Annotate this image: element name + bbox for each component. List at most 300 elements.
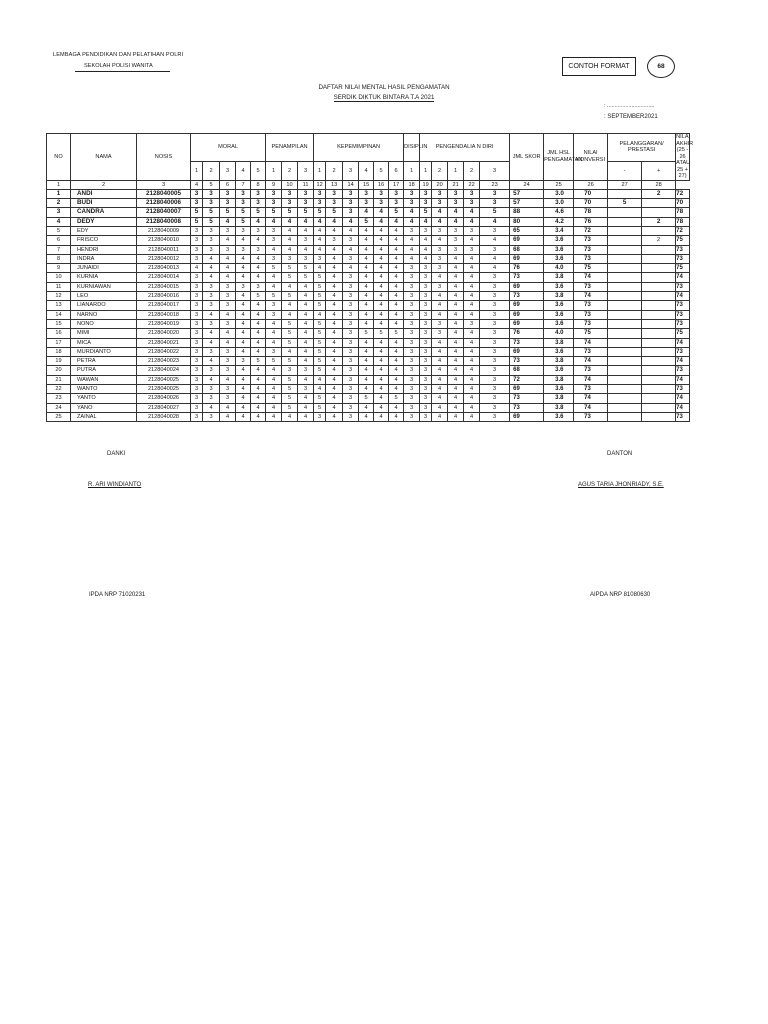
row-number: 15 — [47, 319, 71, 328]
score-cell: 4 — [220, 329, 236, 338]
score-cell: 4 — [420, 236, 432, 245]
score-cell: 3 — [374, 189, 389, 198]
header-moral: MORAL — [191, 134, 266, 162]
violation-score — [608, 264, 642, 273]
violation-score — [608, 375, 642, 384]
score-cell: 4 — [326, 338, 343, 347]
observation-result: 3.8 — [544, 338, 574, 347]
score-cell: 4 — [359, 282, 374, 291]
score-cell: 4 — [432, 217, 448, 226]
observation-result: 3.8 — [544, 394, 574, 403]
score-cell: 3 — [191, 273, 203, 282]
score-cell: 3 — [191, 199, 203, 208]
score-cell: 4 — [203, 254, 220, 263]
column-index: 3 — [137, 180, 191, 189]
violation-score — [608, 236, 642, 245]
score-cell: 3 — [420, 319, 432, 328]
total-score: 69 — [510, 310, 544, 319]
student-nosis: 2128040027 — [137, 403, 191, 412]
student-name: ANDI — [71, 189, 137, 198]
student-name: MIMI — [71, 329, 137, 338]
header-pelanggaran: PELANGGARAN/ PRESTASI — [608, 134, 676, 162]
table-row — [47, 189, 690, 198]
score-cell: 3 — [251, 245, 266, 254]
header-kepemimpinan: KEPEMIMPINAN — [314, 134, 404, 162]
left-signer-nrp: IPDA NRP 71020231 — [89, 592, 146, 598]
converted-score: 73 — [574, 245, 608, 254]
observation-result: 3.6 — [544, 282, 574, 291]
row-number: 9 — [47, 264, 71, 273]
student-name: EDY — [71, 226, 137, 235]
score-cell: 4 — [298, 282, 314, 291]
score-cell: 4 — [448, 310, 464, 319]
score-cell: 4 — [389, 357, 404, 366]
total-score: 88 — [510, 208, 544, 217]
score-cell: 4 — [203, 273, 220, 282]
score-cell: 3 — [343, 236, 359, 245]
achievement-score: 2 — [642, 217, 676, 226]
document-subtitle-text: SERDIK DIKTUK BINTARA T.A 2021 — [333, 94, 435, 101]
score-cell: 4 — [236, 301, 251, 310]
achievement-score — [642, 310, 676, 319]
achievement-score — [642, 226, 676, 235]
score-cell: 4 — [464, 254, 480, 263]
sub-column-number: 1 — [420, 161, 432, 180]
score-cell: 4 — [314, 385, 326, 394]
score-cell: 4 — [448, 375, 464, 384]
column-index: 24 — [510, 180, 544, 189]
score-cell: 4 — [464, 329, 480, 338]
sub-column-number: 4 — [359, 161, 374, 180]
document-subtitle — [0, 94, 768, 101]
score-cell: 4 — [404, 245, 420, 254]
score-cell: 4 — [359, 236, 374, 245]
score-cell: 4 — [464, 301, 480, 310]
student-nosis: 2128040010 — [137, 236, 191, 245]
sub-column-number: 3 — [298, 161, 314, 180]
score-cell: 4 — [432, 310, 448, 319]
score-cell: 3 — [480, 189, 510, 198]
total-score: 69 — [510, 385, 544, 394]
final-score: 78 — [676, 208, 690, 217]
score-cell: 3 — [266, 310, 282, 319]
observation-result: 3.6 — [544, 412, 574, 421]
score-cell: 3 — [298, 366, 314, 375]
score-cell: 5 — [480, 208, 510, 217]
score-cell: 4 — [389, 254, 404, 263]
score-cell: 3 — [480, 375, 510, 384]
score-cell: 4 — [203, 264, 220, 273]
score-cell: 5 — [389, 208, 404, 217]
score-cell: 3 — [191, 329, 203, 338]
student-nosis: 2128040020 — [137, 329, 191, 338]
violation-score: 5 — [608, 199, 642, 208]
sub-column-number: 5 — [251, 161, 266, 180]
observation-result: 3.6 — [544, 254, 574, 263]
score-cell: 4 — [420, 254, 432, 263]
score-cell: 4 — [359, 319, 374, 328]
score-cell: 3 — [191, 301, 203, 310]
score-cell: 3 — [404, 347, 420, 356]
score-cell: 4 — [236, 338, 251, 347]
score-cell: 5 — [298, 273, 314, 282]
final-score: 74 — [676, 357, 690, 366]
violation-score — [608, 217, 642, 226]
right-signer-name: AGUS TARIA JHONRIADY, S.E. — [578, 482, 664, 488]
score-cell: 3 — [480, 412, 510, 421]
score-cell: 5 — [266, 357, 282, 366]
score-cell: 4 — [432, 208, 448, 217]
score-cell: 3 — [203, 245, 220, 254]
score-cell: 5 — [314, 282, 326, 291]
final-score: 73 — [676, 366, 690, 375]
score-cell: 4 — [404, 254, 420, 263]
student-name: CANDRA — [71, 208, 137, 217]
score-cell: 3 — [191, 254, 203, 263]
score-cell: 3 — [420, 189, 432, 198]
column-index: 14 — [343, 180, 359, 189]
score-cell: 3 — [448, 236, 464, 245]
score-cell: 4 — [448, 301, 464, 310]
table-row — [47, 375, 690, 384]
score-cell: 4 — [326, 217, 343, 226]
achievement-score — [642, 301, 676, 310]
column-index: 15 — [359, 180, 374, 189]
total-score: 73 — [510, 292, 544, 301]
score-cell: 4 — [266, 338, 282, 347]
score-cell: 3 — [432, 282, 448, 291]
score-cell: 4 — [374, 338, 389, 347]
score-cell: 3 — [266, 189, 282, 198]
score-cell: 4 — [464, 310, 480, 319]
total-score: 72 — [510, 375, 544, 384]
score-cell: 3 — [191, 347, 203, 356]
row-number: 19 — [47, 357, 71, 366]
table-row — [47, 394, 690, 403]
score-cell: 4 — [432, 366, 448, 375]
achievement-score — [642, 208, 676, 217]
score-cell: 3 — [448, 199, 464, 208]
observation-result: 3.8 — [544, 375, 574, 384]
score-cell: 3 — [203, 236, 220, 245]
score-cell: 4 — [404, 236, 420, 245]
score-cell: 3 — [343, 292, 359, 301]
score-cell: 4 — [432, 403, 448, 412]
violation-score — [608, 338, 642, 347]
score-cell: 4 — [448, 357, 464, 366]
score-cell: 4 — [374, 273, 389, 282]
score-cell: 4 — [389, 366, 404, 375]
score-cell: 3 — [420, 366, 432, 375]
score-cell: 5 — [282, 357, 298, 366]
score-cell: 3 — [220, 366, 236, 375]
final-score: 73 — [676, 254, 690, 263]
violation-score — [608, 310, 642, 319]
row-number: 25 — [47, 412, 71, 421]
table-row — [47, 329, 690, 338]
score-cell: 3 — [203, 282, 220, 291]
student-nosis: 2128040017 — [137, 301, 191, 310]
score-cell: 3 — [343, 282, 359, 291]
row-number: 3 — [47, 208, 71, 217]
total-score: 69 — [510, 236, 544, 245]
table-row — [47, 347, 690, 356]
sub-column-number: 2 — [326, 161, 343, 180]
row-number: 18 — [47, 347, 71, 356]
score-cell: 4 — [282, 347, 298, 356]
score-cell: 4 — [326, 319, 343, 328]
score-cell: 3 — [480, 226, 510, 235]
converted-score: 73 — [574, 301, 608, 310]
converted-score: 73 — [574, 310, 608, 319]
score-cell: 3 — [432, 199, 448, 208]
score-cell: 5 — [251, 292, 266, 301]
score-cell: 4 — [464, 366, 480, 375]
score-cell: 4 — [298, 394, 314, 403]
student-nosis: 2128040019 — [137, 319, 191, 328]
institution-name: LEMBAGA PENDIDIKAN DAN PELATIHAN POLRI — [53, 52, 184, 58]
score-cell: 3 — [282, 199, 298, 208]
column-index: 21 — [448, 180, 464, 189]
converted-score: 73 — [574, 412, 608, 421]
score-cell: 4 — [359, 385, 374, 394]
converted-score: 75 — [574, 329, 608, 338]
score-cell: 5 — [203, 217, 220, 226]
achievement-score — [642, 347, 676, 356]
score-cell: 5 — [282, 329, 298, 338]
score-cell: 3 — [282, 189, 298, 198]
score-cell: 3 — [203, 292, 220, 301]
score-cell: 3 — [343, 347, 359, 356]
score-cell: 5 — [251, 357, 266, 366]
score-cell: 3 — [404, 385, 420, 394]
score-cell: 3 — [191, 394, 203, 403]
column-index: 13 — [326, 180, 343, 189]
score-cell: 3 — [404, 338, 420, 347]
score-cell: 4 — [448, 347, 464, 356]
student-nosis: 2128040025 — [137, 375, 191, 384]
column-index: 9 — [266, 180, 282, 189]
column-index: 4 — [191, 180, 203, 189]
score-cell: 4 — [251, 254, 266, 263]
score-cell: 4 — [432, 357, 448, 366]
converted-score: 74 — [574, 375, 608, 384]
score-cell: 4 — [314, 217, 326, 226]
column-index: 26 — [574, 180, 608, 189]
score-cell: 4 — [464, 375, 480, 384]
row-number: 14 — [47, 310, 71, 319]
score-cell: 4 — [359, 273, 374, 282]
table-body — [47, 189, 690, 421]
score-cell: 5 — [282, 385, 298, 394]
score-cell: 3 — [343, 403, 359, 412]
total-score: 73 — [510, 338, 544, 347]
score-cell: 4 — [480, 236, 510, 245]
score-cell: 3 — [236, 282, 251, 291]
score-cell: 4 — [326, 301, 343, 310]
converted-score: 78 — [574, 208, 608, 217]
score-cell: 3 — [191, 385, 203, 394]
score-cell: 4 — [432, 385, 448, 394]
score-cell: 4 — [359, 208, 374, 217]
row-number: 21 — [47, 375, 71, 384]
score-cell: 4 — [359, 301, 374, 310]
total-score: 65 — [510, 226, 544, 235]
score-cell: 4 — [389, 310, 404, 319]
score-cell: 3 — [191, 319, 203, 328]
score-cell: 4 — [389, 226, 404, 235]
right-signer-nrp: AIPDA NRP 81080630 — [590, 592, 651, 598]
observation-result: 3.6 — [544, 319, 574, 328]
left-signer-name: R. ARI WINDIANTO — [88, 482, 142, 488]
score-cell: 3 — [266, 301, 282, 310]
score-cell: 4 — [326, 245, 343, 254]
score-cell: 4 — [389, 412, 404, 421]
score-cell: 4 — [464, 338, 480, 347]
student-name: HENDRI — [71, 245, 137, 254]
student-name: LIANARDO — [71, 301, 137, 310]
score-cell: 4 — [220, 254, 236, 263]
score-cell: 5 — [282, 208, 298, 217]
score-cell: 3 — [404, 394, 420, 403]
score-cell: 3 — [420, 301, 432, 310]
score-cell: 3 — [343, 301, 359, 310]
score-cell: 4 — [220, 412, 236, 421]
score-cell: 3 — [191, 375, 203, 384]
score-cell: 3 — [404, 412, 420, 421]
score-cell: 4 — [389, 403, 404, 412]
score-cell: 4 — [432, 375, 448, 384]
score-cell: 4 — [374, 292, 389, 301]
score-cell: 3 — [404, 301, 420, 310]
score-cell: 4 — [220, 338, 236, 347]
observation-result: 3.6 — [544, 385, 574, 394]
score-cell: 4 — [236, 310, 251, 319]
score-cell: 3 — [236, 245, 251, 254]
score-cell: 4 — [359, 375, 374, 384]
score-cell: 3 — [191, 366, 203, 375]
right-signer-role: DANTON — [607, 451, 633, 457]
score-cell: 3 — [298, 236, 314, 245]
student-nosis: 2128040018 — [137, 310, 191, 319]
score-cell: 3 — [266, 199, 282, 208]
student-nosis: 2128040008 — [137, 217, 191, 226]
score-cell: 5 — [191, 217, 203, 226]
column-index: 12 — [314, 180, 326, 189]
total-score: 57 — [510, 199, 544, 208]
score-cell: 4 — [389, 264, 404, 273]
score-cell: 3 — [432, 245, 448, 254]
score-cell: 3 — [448, 245, 464, 254]
header-jml-hsl: JML HSL PENGAMATAN — [544, 134, 574, 181]
score-cell: 3 — [343, 338, 359, 347]
score-cell: 4 — [374, 245, 389, 254]
score-cell: 4 — [464, 264, 480, 273]
score-cell: 3 — [404, 189, 420, 198]
score-cell: 3 — [480, 273, 510, 282]
score-cell: 4 — [359, 254, 374, 263]
score-cell: 5 — [314, 301, 326, 310]
score-cell: 4 — [374, 282, 389, 291]
score-cell: 4 — [251, 338, 266, 347]
score-cell: 3 — [404, 282, 420, 291]
student-nosis: 2128040024 — [137, 366, 191, 375]
student-name: PUTRA — [71, 366, 137, 375]
score-cell: 3 — [251, 199, 266, 208]
score-cell: 4 — [298, 310, 314, 319]
score-cell: 4 — [282, 301, 298, 310]
final-score: 73 — [676, 282, 690, 291]
score-cell: 5 — [282, 394, 298, 403]
student-name: ZAINAL — [71, 412, 137, 421]
final-score: 75 — [676, 264, 690, 273]
score-cell: 4 — [374, 264, 389, 273]
table-row — [47, 273, 690, 282]
total-score: 69 — [510, 412, 544, 421]
score-cell: 3 — [432, 189, 448, 198]
score-cell: 4 — [236, 264, 251, 273]
score-cell: 4 — [282, 282, 298, 291]
column-index: 11 — [298, 180, 314, 189]
page-number: 68 — [657, 63, 665, 70]
score-cell: 5 — [314, 394, 326, 403]
student-name: INDRA — [71, 254, 137, 263]
score-cell: 3 — [448, 226, 464, 235]
score-cell: 4 — [251, 319, 266, 328]
score-cell: 4 — [326, 375, 343, 384]
score-cell: 4 — [266, 319, 282, 328]
score-cell: 4 — [374, 226, 389, 235]
achievement-score — [642, 385, 676, 394]
score-cell: 3 — [404, 292, 420, 301]
score-cell: 4 — [480, 264, 510, 273]
score-cell: 3 — [420, 264, 432, 273]
sub-column-number: 2 — [203, 161, 220, 180]
format-label-box — [562, 57, 636, 76]
student-nosis: 2128040014 — [137, 273, 191, 282]
score-cell: 4 — [266, 366, 282, 375]
score-cell: 4 — [359, 357, 374, 366]
score-cell: 4 — [374, 385, 389, 394]
score-cell: 5 — [326, 208, 343, 217]
score-cell: 3 — [420, 412, 432, 421]
student-name: WAWAN — [71, 375, 137, 384]
score-cell: 3 — [343, 375, 359, 384]
score-cell: 4 — [448, 264, 464, 273]
column-index: 2 — [71, 180, 137, 189]
total-score: 73 — [510, 357, 544, 366]
score-cell: 4 — [389, 347, 404, 356]
score-cell: 5 — [266, 208, 282, 217]
total-score: 76 — [510, 329, 544, 338]
score-cell: 4 — [432, 301, 448, 310]
score-cell: 3 — [343, 208, 359, 217]
score-cell: 3 — [420, 394, 432, 403]
score-cell: 3 — [480, 338, 510, 347]
score-cell: 3 — [480, 310, 510, 319]
score-cell: 4 — [326, 412, 343, 421]
sub-column-number: 1 — [404, 161, 420, 180]
score-cell: 4 — [374, 208, 389, 217]
header-pelanggaran-minus: - — [608, 161, 642, 180]
score-cell: 5 — [236, 208, 251, 217]
total-score: 69 — [510, 301, 544, 310]
score-cell: 3 — [464, 319, 480, 328]
table-row — [47, 366, 690, 375]
score-cell: 4 — [203, 357, 220, 366]
score-cell: 4 — [203, 375, 220, 384]
score-cell: 3 — [464, 189, 480, 198]
